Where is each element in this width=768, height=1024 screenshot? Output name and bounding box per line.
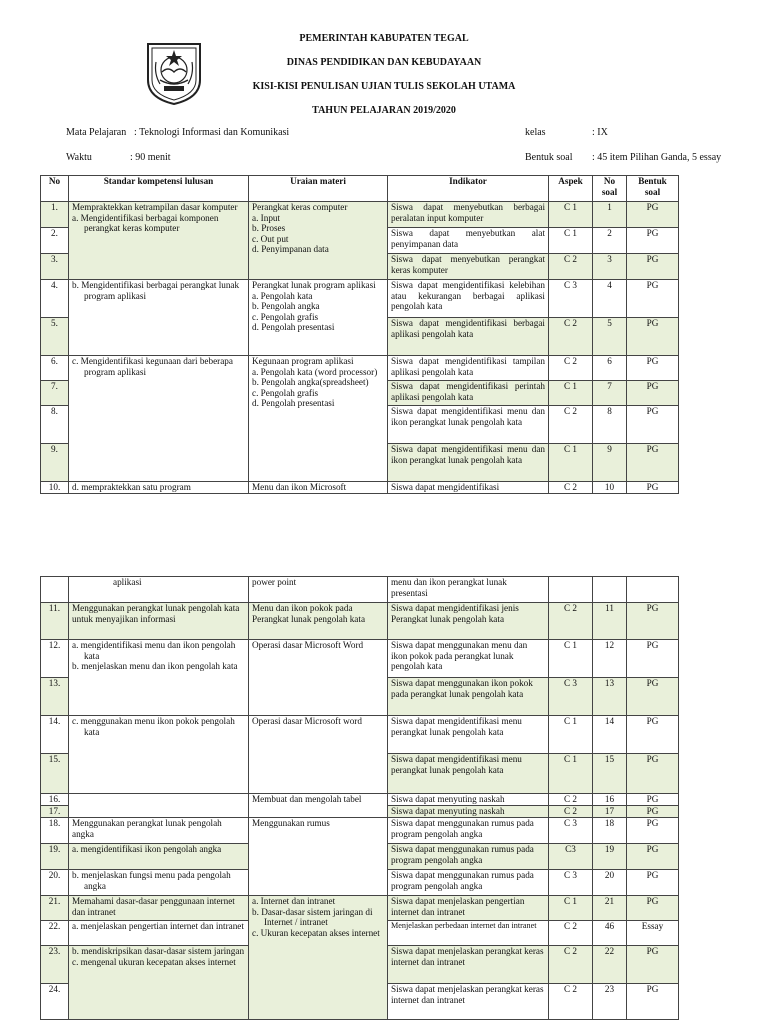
bentuk-cell: PG — [627, 818, 679, 844]
indikator-cell: Siswa dapat menyebutkan alat penyimpanan data — [388, 228, 549, 254]
no-soal-cell: 11 — [593, 603, 627, 640]
aspek-cell — [549, 577, 593, 603]
row-number: 24. — [41, 984, 69, 1020]
no-soal-cell: 23 — [593, 984, 627, 1020]
aspek-cell: C 2 — [549, 356, 593, 381]
skl-subitem: c. mengenal ukuran kecepatan akses internet — [72, 956, 236, 967]
materi-cell — [249, 202, 388, 280]
indikator-cell: Siswa dapat mengidentifikasi perintah aplikasi pengolah kata — [388, 381, 549, 406]
materi-item: b. Pengolah angka — [252, 301, 320, 312]
no-soal-cell: 1 — [593, 202, 627, 228]
no-soal-cell: 15 — [593, 754, 627, 794]
aspek-cell: C 2 — [549, 603, 593, 640]
aspek-cell: C 1 — [549, 754, 593, 794]
skl-cell — [69, 482, 249, 494]
time-label: Waktu — [66, 152, 92, 163]
skl-cell: Menggunakan perangkat lunak pengolah kata untuk menyajikan informasi — [69, 603, 249, 640]
materi-item: b. Dasar-dasar sistem jaringan di Internet / intranet — [252, 906, 373, 928]
materi-item: c. Out put — [252, 233, 289, 244]
skl-cell — [69, 716, 249, 794]
bentuk-cell: PG — [627, 406, 679, 444]
bentuk-cell: PG — [627, 870, 679, 896]
skl-subitem: a. mengidentifikasi menu dan ikon pengolah kata — [72, 640, 236, 661]
table-header-row — [41, 176, 679, 202]
aspek-cell: C3 — [549, 844, 593, 870]
row-number: 16. — [41, 794, 69, 806]
materi-item: b. Pengolah angka(spreadsheet) — [252, 377, 369, 388]
materi-cell: Menu dan ikon pokok pada Perangkat lunak pengolah kata — [249, 603, 388, 640]
table-row — [41, 896, 679, 921]
materi-cell — [249, 280, 388, 356]
row-number: 3. — [41, 254, 69, 280]
aspek-cell: C 2 — [549, 406, 593, 444]
no-soal-cell: 19 — [593, 844, 627, 870]
skl-cell — [69, 844, 249, 870]
table-row — [41, 716, 679, 754]
materi-cell — [249, 356, 388, 482]
no-soal-cell: 8 — [593, 406, 627, 444]
col-header-aspek: Aspek — [549, 176, 593, 202]
bentuk-cell — [627, 577, 679, 603]
skl-subitem: c. menggunakan menu ikon pokok pengolah kata — [72, 716, 235, 737]
no-soal-cell: 16 — [593, 794, 627, 806]
no-soal-cell: 17 — [593, 806, 627, 818]
indikator-cell: Siswa dapat mengidentifikasi menu perangkat lunak pengolah kata — [388, 754, 549, 794]
no-soal-cell: 10 — [593, 482, 627, 494]
row-number: 7. — [41, 381, 69, 406]
materi-cell: Membuat dan mengolah tabel — [249, 794, 388, 818]
no-soal-cell: 3 — [593, 254, 627, 280]
aspek-cell: C 3 — [549, 870, 593, 896]
col-header-skl: Standar kompetensi lulusan — [69, 176, 249, 202]
row-number: 12. — [41, 640, 69, 678]
materi-item: d. Pengolah presentasi — [252, 398, 335, 409]
indikator-cell: Siswa dapat menggunakan rumus pada program pengolah angka — [388, 870, 549, 896]
materi-item: c. Pengolah grafis — [252, 387, 319, 398]
row-number: 1. — [41, 202, 69, 228]
skl-cell — [69, 356, 249, 482]
no-soal-cell: 14 — [593, 716, 627, 754]
materi-cell: Operasi dasar Microsoft word — [249, 716, 388, 794]
kisi-kisi-table-page-1 — [40, 175, 679, 494]
bentuk-cell: PG — [627, 984, 679, 1020]
bentuk-cell: Essay — [627, 921, 679, 946]
materi-item: d. Penyimpanan data — [252, 244, 329, 255]
no-soal-cell: 22 — [593, 946, 627, 984]
materi-title: Kegunaan program aplikasi — [252, 356, 354, 366]
col-header-no: No — [41, 176, 69, 202]
no-soal-cell: 7 — [593, 381, 627, 406]
indikator-cell: Siswa dapat mengidentifikasi — [388, 482, 549, 494]
skl-cell — [69, 202, 249, 280]
indikator-cell: Menjelaskan perbedaan internet dan intranet — [388, 921, 549, 946]
bentuk-cell: PG — [627, 228, 679, 254]
materi-item: b. Proses — [252, 223, 286, 234]
indikator-cell: menu dan ikon perangkat lunak presentasi — [388, 577, 549, 603]
table-row — [41, 577, 679, 603]
row-number: 20. — [41, 870, 69, 896]
indikator-cell: Siswa dapat mengidentifikasi menu dan ikon perangkat lunak pengolah kata — [388, 444, 549, 482]
bentuk-cell: PG — [627, 946, 679, 984]
bentuk-cell: PG — [627, 318, 679, 356]
skl-cell: Memahami dasar-dasar penggunaan internet dan intranet — [69, 896, 249, 921]
bentuk-cell: PG — [627, 254, 679, 280]
bentuk-cell: PG — [627, 794, 679, 806]
table-row — [41, 818, 679, 844]
title-line-4: TAHUN PELAJARAN 2019/2020 — [312, 105, 456, 116]
indikator-cell: Siswa dapat menyuting naskah — [388, 806, 549, 818]
indikator-cell: Siswa dapat menyuting naskah — [388, 794, 549, 806]
materi-item: d. Pengolah presentasi — [252, 322, 335, 333]
row-number: 9. — [41, 444, 69, 482]
row-number: 18. — [41, 818, 69, 844]
no-soal-cell: 9 — [593, 444, 627, 482]
row-number: 5. — [41, 318, 69, 356]
bentuk-cell: PG — [627, 202, 679, 228]
indikator-cell: Siswa dapat menjelaskan perangkat keras internet dan intranet — [388, 946, 549, 984]
aspek-cell: C 2 — [549, 254, 593, 280]
skl-cell — [69, 280, 249, 356]
skl-cell — [69, 794, 249, 818]
skl-subitem: d. mempraktekkan satu program — [72, 482, 191, 492]
col-header-no-soal: No soal — [593, 176, 627, 202]
row-number: 8. — [41, 406, 69, 444]
indikator-cell: Siswa dapat menggunakan menu dan ikon pokok pada perangkat lunak pengolah kata — [388, 640, 549, 678]
aspek-cell: C 1 — [549, 716, 593, 754]
indikator-cell: Siswa dapat menggunakan ikon pokok pada perangkat lunak pengolah kata — [388, 678, 549, 716]
col-header-indikator: Indikator — [388, 176, 549, 202]
skl-cell: Menggunakan perangkat lunak pengolah angka — [69, 818, 249, 844]
indikator-cell: Siswa dapat menjelaskan pengertian internet dan intranet — [388, 896, 549, 921]
skl-subitem: a. menjelaskan pengertian internet dan intranet — [72, 921, 244, 931]
form-label: Bentuk soal — [525, 152, 573, 163]
time-value: : 90 menit — [130, 152, 171, 163]
title-line-2: DINAS PENDIDIKAN DAN KEBUDAYAAN — [286, 57, 482, 68]
indikator-cell: Siswa dapat mengidentifikasi menu perangkat lunak pengolah kata — [388, 716, 549, 754]
no-soal-cell: 13 — [593, 678, 627, 716]
row-number: 17. — [41, 806, 69, 818]
aspek-cell: C 3 — [549, 818, 593, 844]
table-row — [41, 482, 679, 494]
row-number: 4. — [41, 280, 69, 318]
no-soal-cell: 4 — [593, 280, 627, 318]
table-row — [41, 280, 679, 318]
table-row — [41, 202, 679, 228]
no-soal-cell: 5 — [593, 318, 627, 356]
no-soal-cell: 21 — [593, 896, 627, 921]
indikator-cell: Siswa dapat menyebutkan perangkat keras komputer — [388, 254, 549, 280]
row-number: 22. — [41, 921, 69, 946]
aspek-cell: C 1 — [549, 228, 593, 254]
materi-item: a. Internet dan intranet — [252, 896, 336, 906]
bentuk-cell: PG — [627, 640, 679, 678]
aspek-cell: C 2 — [549, 921, 593, 946]
indikator-cell: Siswa dapat mengidentifikasi berbagai aplikasi pengolah kata — [388, 318, 549, 356]
title-line-1: PEMERINTAH KABUPATEN TEGAL — [299, 33, 469, 44]
row-number: 11. — [41, 603, 69, 640]
aspek-cell: C 1 — [549, 381, 593, 406]
materi-title: Perangkat keras computer — [252, 202, 348, 212]
aspek-cell: C 3 — [549, 678, 593, 716]
bentuk-cell: PG — [627, 444, 679, 482]
skl-cell — [69, 640, 249, 716]
aspek-cell: C 2 — [549, 482, 593, 494]
bentuk-cell: PG — [627, 844, 679, 870]
indikator-cell: Siswa dapat menggunakan rumus pada program pengolah angka — [388, 844, 549, 870]
col-header-materi: Uraian materi — [249, 176, 388, 202]
materi-cell — [249, 896, 388, 1020]
skl-cell — [69, 870, 249, 896]
kisi-kisi-table-page-2 — [40, 576, 679, 1020]
skl-subitem: b. menjelaskan menu dan ikon pengolah kata — [72, 661, 238, 672]
class-value: : IX — [592, 127, 608, 138]
row-number: 10. — [41, 482, 69, 494]
materi-item: a. Pengolah kata (word processor) — [252, 366, 378, 377]
no-soal-cell: 20 — [593, 870, 627, 896]
indikator-cell: Siswa dapat menyebutkan berbagai peralatan input komputer — [388, 202, 549, 228]
aspek-cell: C 2 — [549, 806, 593, 818]
row-number: 21. — [41, 896, 69, 921]
skl-subitem: b. menjelaskan fungsi menu pada pengolah angka — [72, 870, 231, 891]
skl-cell: aplikasi — [69, 577, 249, 603]
aspek-cell: C 2 — [549, 984, 593, 1020]
materi-cell: Menggunakan rumus — [249, 818, 388, 896]
skl-subitem: a. Mengidentifikasi berbagai komponen perangkat keras komputer — [72, 212, 219, 234]
row-number: 14. — [41, 716, 69, 754]
materi-item: a. Input — [252, 212, 281, 223]
materi-cell: power point — [249, 577, 388, 603]
materi-cell: Operasi dasar Microsoft Word — [249, 640, 388, 716]
row-number: 13. — [41, 678, 69, 716]
indikator-cell: Siswa dapat menjelaskan perangkat keras internet dan intranet — [388, 984, 549, 1020]
indikator-cell: Siswa dapat mengidentifikasi menu dan ikon perangkat lunak pengolah kata — [388, 406, 549, 444]
table-row — [41, 603, 679, 640]
bentuk-cell: PG — [627, 381, 679, 406]
no-soal-cell: 18 — [593, 818, 627, 844]
subject-value: : Teknologi Informasi dan Komunikasi — [134, 127, 290, 138]
table-row — [41, 640, 679, 678]
bentuk-cell: PG — [627, 754, 679, 794]
skl-text: Mempraktekkan ketrampilan dasar komputer — [72, 202, 238, 212]
aspek-cell: C 2 — [549, 794, 593, 806]
bentuk-cell: PG — [627, 356, 679, 381]
skl-subitem: b. Mengidentifikasi berbagai perangkat lunak program aplikasi — [72, 280, 240, 301]
no-soal-cell: 6 — [593, 356, 627, 381]
subject-label: Mata Pelajaran — [66, 127, 127, 138]
title-line-3: KISI-KISI PENULISAN UJIAN TULIS SEKOLAH UTAMA — [252, 81, 516, 92]
aspek-cell: C 2 — [549, 946, 593, 984]
bentuk-cell: PG — [627, 603, 679, 640]
indikator-cell: Siswa dapat mengidentifikasi kelebihan atau kekurangan berbagai aplikasi pengolah kata — [388, 280, 549, 318]
bentuk-cell: PG — [627, 716, 679, 754]
skl-subitem: a. mengidentifikasi ikon pengolah angka — [72, 844, 222, 854]
kabupaten-tegal-emblem-icon — [142, 40, 206, 106]
no-soal-cell: 2 — [593, 228, 627, 254]
materi-item: a. Pengolah kata — [252, 290, 313, 301]
bentuk-cell: PG — [627, 482, 679, 494]
aspek-cell: C 1 — [549, 640, 593, 678]
indikator-cell: Siswa dapat mengidentifikasi jenis Perangkat lunak pengolah kata — [388, 603, 549, 640]
indikator-cell: Siswa dapat mengidentifikasi tampilan aplikasi pengolah kata — [388, 356, 549, 381]
materi-cell: Menu dan ikon Microsoft — [249, 482, 388, 494]
aspek-cell: C 1 — [549, 202, 593, 228]
materi-item: c. Ukuran kecepatan akses internet — [252, 927, 380, 938]
aspek-cell: C 1 — [549, 896, 593, 921]
row-number: 6. — [41, 356, 69, 381]
row-number: 2. — [41, 228, 69, 254]
materi-item: c. Pengolah grafis — [252, 311, 319, 322]
bentuk-cell: PG — [627, 280, 679, 318]
aspek-cell: C 2 — [549, 318, 593, 356]
table-row — [41, 356, 679, 381]
no-soal-cell: 12 — [593, 640, 627, 678]
table-row — [41, 794, 679, 806]
row-number: 15. — [41, 754, 69, 794]
skl-cell — [69, 946, 249, 1020]
no-soal-cell: 46 — [593, 921, 627, 946]
bentuk-cell: PG — [627, 678, 679, 716]
bentuk-cell: PG — [627, 896, 679, 921]
skl-cell — [69, 921, 249, 946]
skl-subitem: b. mendiskripsikan dasar-dasar sistem jaringan — [72, 946, 245, 956]
class-label: kelas — [525, 127, 546, 138]
aspek-cell: C 1 — [549, 444, 593, 482]
col-header-bentuk: Bentuk soal — [627, 176, 679, 202]
skl-subitem: c. Mengidentifikasi kegunaan dari beberapa program aplikasi — [72, 356, 233, 377]
row-number: 23. — [41, 946, 69, 984]
row-number — [41, 577, 69, 603]
indikator-cell: Siswa dapat menggunakan rumus pada program pengolah angka — [388, 818, 549, 844]
form-value: : 45 item Pilihan Ganda, 5 essay — [592, 152, 722, 163]
no-soal-cell — [593, 577, 627, 603]
row-number: 19. — [41, 844, 69, 870]
bentuk-cell: PG — [627, 806, 679, 818]
materi-title: Perangkat lunak program aplikasi — [252, 280, 376, 290]
aspek-cell: C 3 — [549, 280, 593, 318]
